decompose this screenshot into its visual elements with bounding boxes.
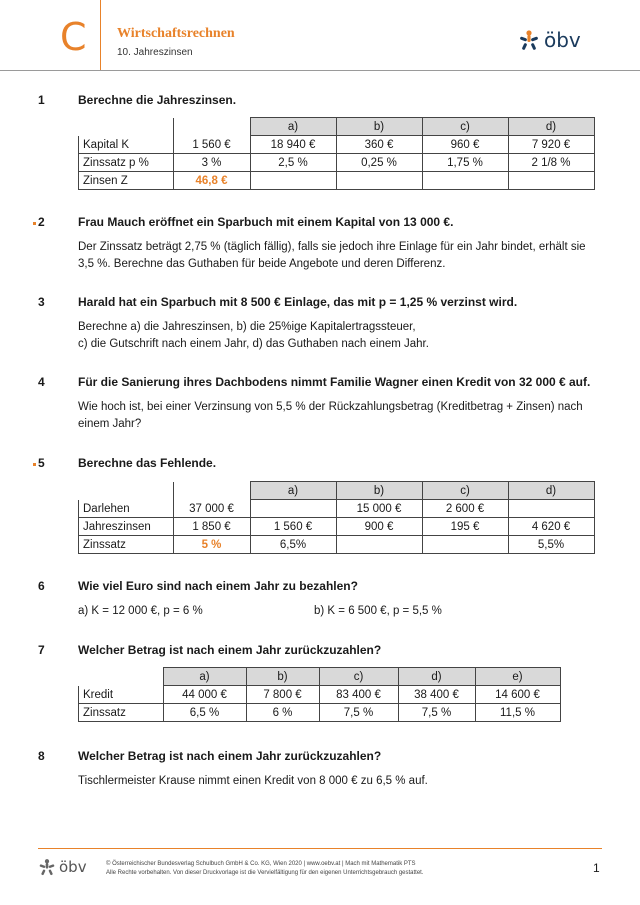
table-row [79, 154, 595, 172]
table-cell: 2,5 % [250, 154, 336, 172]
footer-logo-text: öbv [59, 858, 87, 876]
col-header: a) [250, 118, 336, 136]
example-cell: 3 % [173, 154, 250, 172]
oebv-star-icon [518, 29, 540, 51]
table-credit [78, 667, 561, 722]
footer-logo [38, 858, 87, 876]
col-header: b) [336, 482, 422, 500]
table-cell: 7,5 % [398, 704, 475, 722]
task-heading: Für die Sanierung ihres Dachbodens nimmt Familie Wagner einen Kredit von 32 000 € auf. [78, 375, 591, 389]
table-cell [508, 500, 594, 518]
table-cell: 0,25 % [336, 154, 422, 172]
table-cell: 7,5 % [319, 704, 398, 722]
row-label: Kredit [79, 686, 164, 704]
table-cell: 2 600 € [422, 500, 508, 518]
answer-cell [422, 172, 508, 190]
section-subtitle: 10. Jahreszinsen [117, 47, 193, 58]
task-number: 4 [38, 375, 45, 389]
task-heading: Frau Mauch eröffnet ein Sparbuch mit einem Kapital von 13 000 €. [78, 215, 454, 229]
example-cell: 37 000 € [173, 500, 250, 518]
table-row [79, 172, 595, 190]
table-row [79, 500, 595, 518]
page-number: 1 [593, 861, 600, 875]
table-cell: 195 € [422, 518, 508, 536]
col-header: d) [398, 668, 475, 686]
table-row [79, 704, 561, 722]
table-cell [422, 536, 508, 554]
example-answer: 46,8 € [173, 172, 250, 190]
table-cell: 18 940 € [250, 136, 336, 154]
col-header: b) [336, 118, 422, 136]
col-header: c) [319, 668, 398, 686]
table-row [79, 686, 561, 704]
row-label: Darlehen [79, 500, 174, 518]
col-header: d) [508, 118, 594, 136]
row-label: Jahreszinsen [79, 518, 174, 536]
row-label: Zinssatz p % [79, 154, 174, 172]
col-header: c) [422, 482, 508, 500]
table-cell: 1 560 € [250, 518, 336, 536]
header-divider [100, 0, 101, 70]
table-row [79, 518, 595, 536]
rights-line: Alle Rechte vorbehalten. Von dieser Druckvorlage ist die Vervielfältigung für den eigenen Unterrichtsgebrauch gestattet. [106, 870, 424, 876]
footer-copyright [106, 860, 424, 878]
publisher-logo [518, 28, 581, 52]
row-label: Zinssatz [79, 704, 164, 722]
chapter-letter: C [60, 15, 87, 59]
table-cell: 7 800 € [246, 686, 319, 704]
answer-cell [508, 172, 594, 190]
task-heading: Welcher Betrag ist nach einem Jahr zurückzuzahlen? [78, 643, 382, 657]
table-cell: 38 400 € [398, 686, 475, 704]
table-cell: 4 620 € [508, 518, 594, 536]
table-cell: 6 % [246, 704, 319, 722]
difficulty-marker [33, 222, 36, 225]
table-cell: 5,5% [508, 536, 594, 554]
table-cell [250, 500, 336, 518]
col-header: a) [250, 482, 336, 500]
task-number: 2 [38, 215, 45, 229]
table-cell: 6,5% [250, 536, 336, 554]
example-cell: 1 560 € [173, 136, 250, 154]
table-missing-values [78, 481, 595, 554]
subtask-b: b) K = 6 500 €, p = 5,5 % [314, 605, 442, 617]
task-heading: Wie viel Euro sind nach einem Jahr zu bezahlen? [78, 579, 358, 593]
task-number: 6 [38, 579, 45, 593]
subtask-a: a) K = 12 000 €, p = 6 % [78, 605, 203, 617]
task-text-line-1: Berechne a) die Jahreszinsen, b) die 25%ige Kapitalertragssteuer, [78, 321, 416, 333]
task-number: 7 [38, 643, 45, 657]
logo-text: öbv [544, 28, 581, 52]
table-cell: 83 400 € [319, 686, 398, 704]
table-cell: 1,75 % [422, 154, 508, 172]
difficulty-marker [33, 463, 36, 466]
table-cell: 7 920 € [508, 136, 594, 154]
answer-cell [336, 172, 422, 190]
task-text: Wie hoch ist, bei einer Verzinsung von 5,5 % der Rückzahlungsbetrag (Kreditbetrag + Zinsen) nach einem Jahr? [78, 401, 583, 430]
header-rule [0, 70, 640, 71]
col-header: e) [475, 668, 560, 686]
task-heading: Welcher Betrag ist nach einem Jahr zurückzuzahlen? [78, 749, 382, 763]
table-cell: 960 € [422, 136, 508, 154]
col-header: d) [508, 482, 594, 500]
col-header: c) [422, 118, 508, 136]
task-number: 5 [38, 456, 45, 470]
table-cell [336, 536, 422, 554]
example-answer: 5 % [173, 536, 250, 554]
footer-rule [38, 848, 602, 849]
row-label: Zinsen Z [79, 172, 174, 190]
row-label: Zinssatz [79, 536, 174, 554]
table-cell: 900 € [336, 518, 422, 536]
task-heading: Berechne das Fehlende. [78, 456, 217, 470]
task-heading: Berechne die Jahreszinsen. [78, 93, 237, 107]
task-number: 1 [38, 93, 45, 107]
task-heading: Harald hat ein Sparbuch mit 8 500 € Einlage, das mit p = 1,25 % verzinst wird. [78, 295, 518, 309]
col-header: a) [163, 668, 246, 686]
table-cell: 2 1/8 % [508, 154, 594, 172]
table-cell: 15 000 € [336, 500, 422, 518]
row-label: Kapital K [79, 136, 174, 154]
table-cell: 11,5 % [475, 704, 560, 722]
task-text: Tischlermeister Krause nimmt einen Kredit von 8 000 € zu 6,5 % auf. [78, 775, 428, 787]
task-number: 8 [38, 749, 45, 763]
table-row [79, 136, 595, 154]
task-text-line-2: c) die Gutschrift nach einem Jahr, d) das Guthaben nach einem Jahr. [78, 338, 429, 350]
table-cell: 6,5 % [163, 704, 246, 722]
table-cell: 360 € [336, 136, 422, 154]
table-cell: 44 000 € [163, 686, 246, 704]
chapter-title: Wirtschaftsrechnen [117, 26, 235, 41]
table-row [79, 536, 595, 554]
task-number: 3 [38, 295, 45, 309]
oebv-star-icon [38, 858, 56, 876]
answer-cell [250, 172, 336, 190]
table-interest-1 [78, 117, 595, 190]
task-text: Der Zinssatz beträgt 2,75 % (täglich fällig), falls sie jedoch ihre Einlage für ein Jahr bindet, erhält sie 3,5 %. Berechne das Guthaben für beide Angebote und deren Differenz. [78, 241, 586, 270]
col-header: b) [246, 668, 319, 686]
table-cell: 14 600 € [475, 686, 560, 704]
copyright-line: © Österreichischer Bundesverlag Schulbuch GmbH & Co. KG, Wien 2020 | www.oebv.at | Mach mit Mathematik PTS [106, 861, 416, 867]
example-cell: 1 850 € [173, 518, 250, 536]
